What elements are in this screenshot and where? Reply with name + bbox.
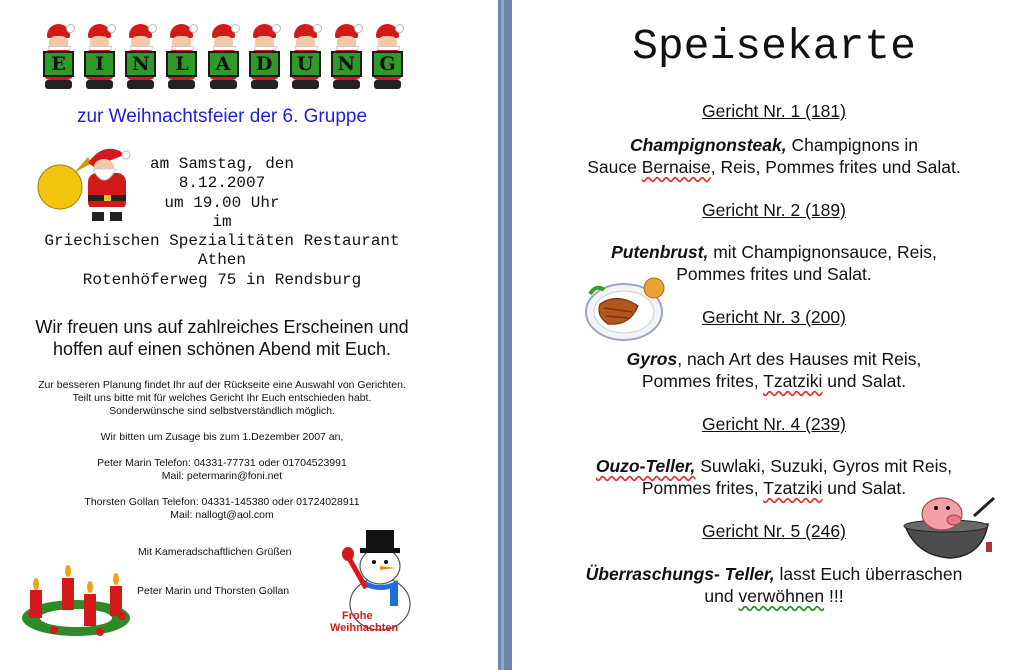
event-restaurant-name: Athen xyxy=(197,251,246,270)
santa-letter-figure xyxy=(81,24,118,94)
dish-text: Champignons in xyxy=(786,135,918,155)
banner-letter: D xyxy=(249,51,280,77)
welcome-text xyxy=(0,316,444,360)
dish-text: und Salat. xyxy=(822,478,907,498)
event-date: 8.12.2007 xyxy=(178,174,266,193)
dish-text: und Salat. xyxy=(822,371,907,391)
snowman-greeting xyxy=(330,610,410,634)
signature-text: Peter Marin und Thorsten Gollan xyxy=(137,585,290,597)
dish-text: Tzatziki xyxy=(763,371,823,391)
dish-4-description xyxy=(512,455,1036,499)
snowman-text-2: Weihnachten xyxy=(330,622,399,634)
santa-letter-figure xyxy=(122,24,159,94)
planning-line-1: Zur besseren Planung findet Ihr auf der Rückseite eine Auswahl von Gerichten. xyxy=(38,379,406,391)
event-details xyxy=(0,155,444,290)
invitation-subtitle: zur Weihnachtsfeier der 6. Gruppe xyxy=(76,106,368,127)
contact-phone: Peter Marin Telefon: 04331-77731 oder 01704523991 xyxy=(97,457,347,469)
dish-name: Ouzo-Teller, xyxy=(595,456,696,476)
dish-text: Pommes frites, xyxy=(641,371,764,391)
santa-letter-figure xyxy=(163,24,200,94)
santa-letter-figure xyxy=(205,24,242,94)
einladung-banner xyxy=(38,24,408,94)
menu-page xyxy=(512,0,1036,670)
dish-1-heading: Gericht Nr. 1 (181) xyxy=(702,101,846,121)
dish-text: Sauce xyxy=(587,157,642,177)
dish-1-description xyxy=(512,134,1036,178)
dish-text: , Reis, Pommes frites und Salat. xyxy=(710,157,961,177)
snowman-text-1: Frohe xyxy=(342,610,373,622)
planning-line-3: Sonderwünsche sind selbstverständlich möglich. xyxy=(109,405,335,417)
contact-peter xyxy=(0,457,444,483)
dish-text: verwöhnen xyxy=(738,586,825,606)
banner-letter: E xyxy=(43,51,74,77)
santa-letter-figure xyxy=(369,24,406,94)
dish-text: Bernaise xyxy=(641,157,711,177)
banner-letter: A xyxy=(208,51,239,77)
dish-2-heading: Gericht Nr. 2 (189) xyxy=(702,200,846,220)
page-gutter xyxy=(498,0,512,670)
welcome-line-2: hoffen auf einen schönen Abend mit Euch. xyxy=(53,339,391,359)
event-in: im xyxy=(212,212,232,231)
dish-text: Suwlaki, Suzuki, Gyros mit Reis, xyxy=(695,456,953,476)
greeting-text: Mit Kameradschaftlichen Grüßen xyxy=(138,546,292,558)
dish-text: Pommes frites, xyxy=(641,478,764,498)
santa-letter-figure xyxy=(246,24,283,94)
dish-text: und xyxy=(704,586,739,606)
event-day: am Samstag, den xyxy=(149,155,295,173)
banner-letter: G xyxy=(372,51,403,77)
santa-letter-figure xyxy=(40,24,77,94)
contact-phone: Thorsten Gollan Telefon: 04331-145380 oder 01724028911 xyxy=(84,496,360,508)
dish-4-heading: Gericht Nr. 4 (239) xyxy=(702,414,846,434)
menu-title: Speisekarte xyxy=(632,22,916,71)
dish-text: !!! xyxy=(824,586,844,606)
banner-letter: I xyxy=(84,51,115,77)
banner-letter: N xyxy=(125,51,156,77)
invitation-page xyxy=(0,0,498,670)
planning-text xyxy=(0,379,444,418)
contact-mail: Mail: petermarin@foni.net xyxy=(161,470,283,482)
dish-name: Gyros xyxy=(626,349,678,369)
event-address: Rotenhöferweg 75 in Rendsburg xyxy=(82,270,362,289)
rsvp-text: Wir bitten um Zusage bis zum 1.Dezember 2007 an, xyxy=(100,431,344,443)
santa-letter-figure xyxy=(328,24,365,94)
contact-thorsten xyxy=(0,496,444,522)
dish-5-description xyxy=(512,563,1036,607)
dish-text: lasst Euch überraschen xyxy=(774,564,963,584)
banner-letter: L xyxy=(166,51,197,77)
banner-letter: U xyxy=(290,51,321,77)
dish-name: Überraschungs- Teller, xyxy=(585,564,775,584)
event-time: um 19.00 Uhr xyxy=(164,193,280,212)
santa-letter-figure xyxy=(287,24,324,94)
dish-text: , nach Art des Hauses mit Reis, xyxy=(677,349,922,369)
dish-name: Champignonsteak, xyxy=(630,135,787,155)
dish-text: Pommes frites und Salat. xyxy=(676,264,872,284)
dish-3-description xyxy=(512,348,1036,392)
welcome-line-1: Wir freuen uns auf zahlreiches Erscheinen und xyxy=(35,317,409,337)
dish-5-heading: Gericht Nr. 5 (246) xyxy=(702,521,846,541)
banner-letter: N xyxy=(331,51,362,77)
dish-text: Tzatziki xyxy=(763,478,823,498)
dish-name: Putenbrust, xyxy=(611,242,709,262)
planning-line-2: Teilt uns bitte mit für welches Gericht Ihr Euch entschieden habt. xyxy=(72,392,372,404)
dish-3-heading: Gericht Nr. 3 (200) xyxy=(702,307,846,327)
event-restaurant: Griechischen Spezialitäten Restaurant xyxy=(44,232,400,251)
dish-text: mit Champignonsauce, Reis, xyxy=(708,242,937,262)
advent-wreath-clipart xyxy=(18,556,134,642)
contact-mail: Mail: nallogt@aol.com xyxy=(170,509,274,521)
